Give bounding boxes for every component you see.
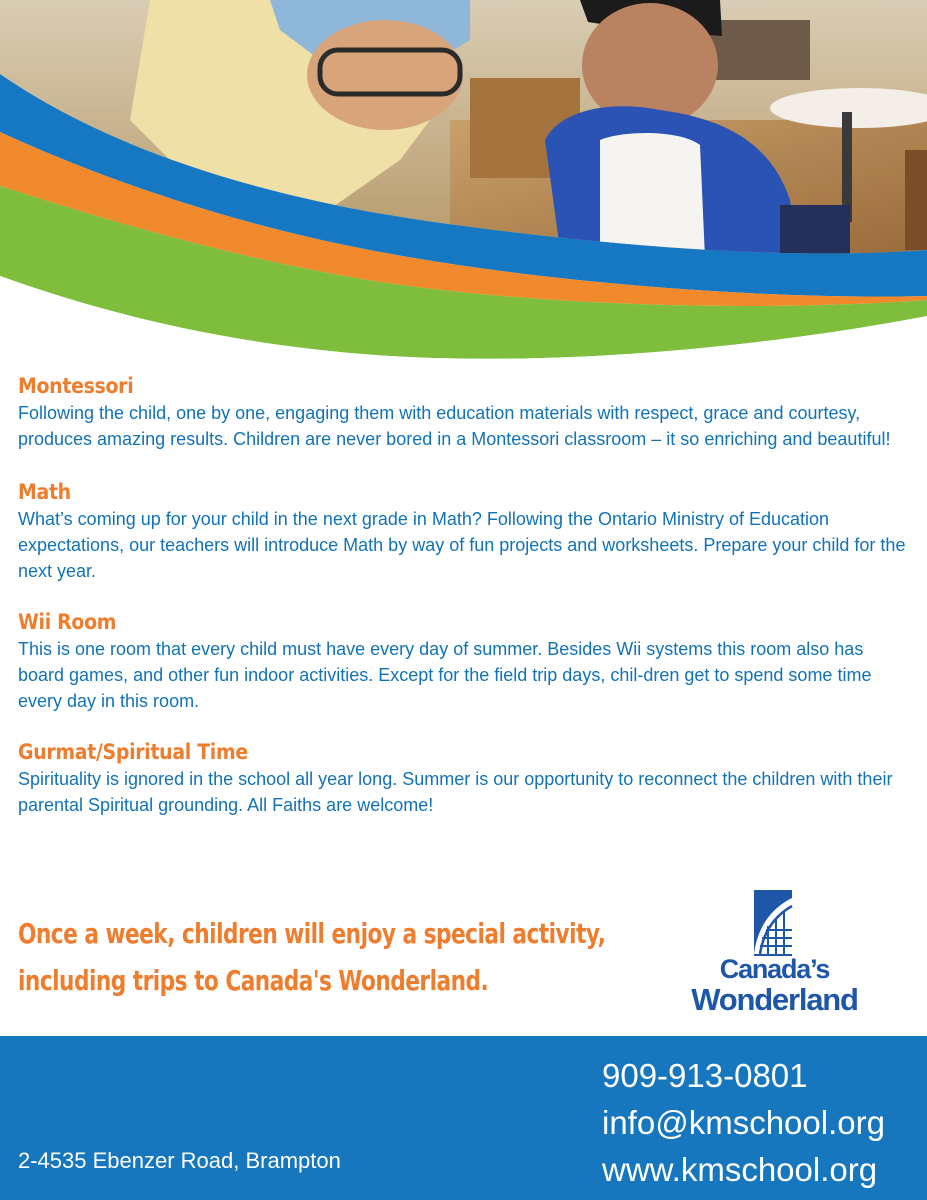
special-activity-callout: [18, 910, 678, 1004]
school-address: 2-4535 Ebenzer Road, Brampton: [18, 1148, 341, 1173]
canadas-wonderland-logo: [672, 888, 877, 1028]
section-spiritual-time: [18, 740, 913, 818]
website-link[interactable]: www.kmschool.org: [602, 1151, 878, 1188]
section-title: Math: [18, 480, 71, 504]
hero-banner: [0, 0, 927, 370]
section-body: What’s coming up for your child in the next grade in Math? Following the Ontario Ministry of Education expectations, our teachers will introduce Math by way of fun projects and worksheets. Prepare your child for the next year.: [18, 509, 906, 581]
special-line-1: Once a week, children will enjoy a special activity,: [18, 917, 606, 950]
logo-line-2: Wonderland: [691, 982, 858, 1017]
section-title: Wii Room: [18, 610, 117, 634]
wonderland-tower-icon: [672, 888, 877, 958]
section-title: Gurmat/Spiritual Time: [18, 740, 248, 764]
contact-footer: [0, 1036, 927, 1200]
children-in-classroom-photo: [0, 0, 927, 370]
section-montessori: [18, 374, 913, 452]
section-body: This is one room that every child must have every day of summer. Besides Wii systems this room also has board games, and other fun indoor activities. Except for the field trip days, chil-dren get to spend some time every day in this room.: [18, 639, 872, 711]
logo-line-1: Canada’s: [719, 954, 830, 984]
email-link[interactable]: info@kmschool.org: [602, 1104, 885, 1141]
section-body: Spirituality is ignored in the school all year long. Summer is our opportunity to reconnect the children with their parental Spiritual grounding. All Faiths are welcome!: [18, 769, 893, 815]
section-body: Following the child, one by one, engaging them with education materials with respect, grace and courtesy, produces amazing results. Children are never bored in a Montessori classroom – it so enriching and beautiful!: [18, 403, 891, 449]
contact-info: [602, 1052, 885, 1193]
section-math: [18, 480, 913, 584]
section-title: Montessori: [18, 374, 134, 398]
section-wii-room: [18, 610, 913, 714]
phone-number[interactable]: 909-913-0801: [602, 1057, 808, 1094]
program-sections: [18, 374, 913, 836]
special-line-2: including trips to Canada's Wonderland.: [18, 964, 489, 997]
